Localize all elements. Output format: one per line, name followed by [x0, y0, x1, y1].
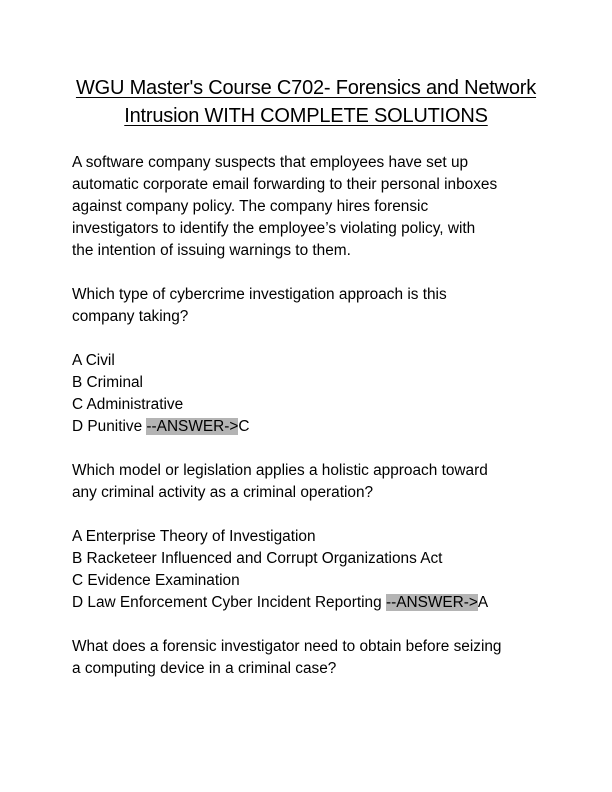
text-line: a computing device in a criminal case? — [72, 660, 337, 677]
answer-options — [72, 350, 552, 438]
title-line-1: WGU Master's Course C702- Forensics and Network — [75, 77, 537, 99]
answer-letter: C — [238, 418, 250, 435]
text-line: automatic corporate email forwarding to their personal inboxes — [72, 176, 498, 193]
option-b: B Criminal — [72, 374, 143, 391]
option-c: C Administrative — [72, 396, 184, 413]
text-line: What does a forensic investigator need to obtain before seizing — [72, 638, 502, 655]
option-a: A Civil — [72, 352, 115, 369]
answer-marker: --ANSWER-> — [385, 594, 478, 611]
text-line: against company policy. The company hires forensic — [72, 198, 429, 215]
text-line: company taking? — [72, 308, 189, 325]
text-line: the intention of issuing warnings to them. — [72, 242, 351, 259]
answer-letter: A — [477, 594, 489, 611]
option-b: B Racketeer Influenced and Corrupt Organizations Act — [72, 550, 443, 567]
option-c: C Evidence Examination — [72, 572, 240, 589]
text-line: Which model or legislation applies a holistic approach toward — [72, 462, 488, 479]
question-text — [72, 284, 552, 328]
text-line: investigators to identify the employee’s violating policy, with — [72, 220, 476, 237]
text-line: Which type of cybercrime investigation approach is this — [72, 286, 447, 303]
text-line: any criminal activity as a criminal operation? — [72, 484, 374, 501]
text-line: A software company suspects that employees have set up — [72, 154, 469, 171]
option-d-with-answer — [72, 592, 552, 614]
option-d: D Law Enforcement Cyber Incident Reporting — [72, 594, 386, 611]
scenario-paragraph — [72, 152, 552, 262]
option-d-with-answer — [72, 416, 552, 438]
document-body — [72, 152, 552, 702]
question-text — [72, 460, 552, 504]
option-d: D Punitive — [72, 418, 147, 435]
title-line-2: Intrusion WITH COMPLETE SOLUTIONS — [124, 105, 488, 127]
question-text — [72, 636, 552, 680]
option-a: A Enterprise Theory of Investigation — [72, 528, 316, 545]
answer-options — [72, 526, 552, 614]
document-title — [40, 74, 572, 130]
answer-marker: --ANSWER-> — [146, 418, 239, 435]
